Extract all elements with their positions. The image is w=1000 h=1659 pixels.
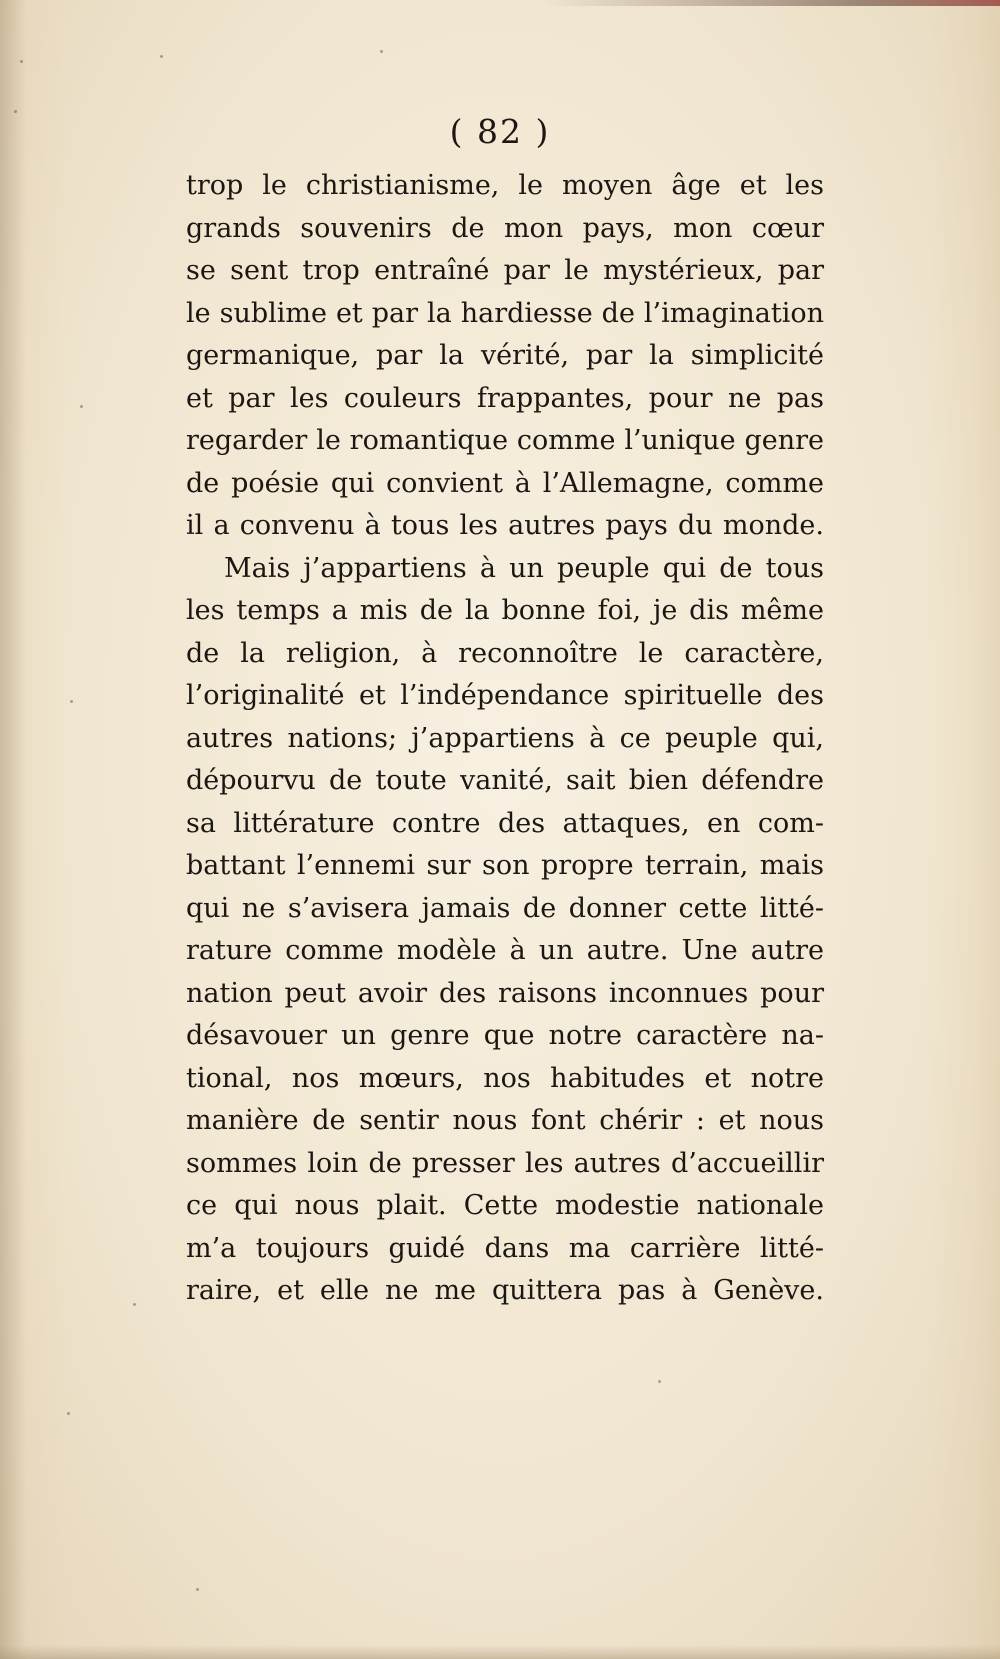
text-line: l’originalité et l’indépendance spirituelle des	[186, 680, 824, 711]
text-line: nation peut avoir des raisons inconnues pour	[186, 977, 824, 1009]
paper-speck	[70, 700, 73, 703]
text-line: germanique, par la vérité, par la simplicité	[186, 340, 824, 371]
paper-speck	[380, 50, 383, 53]
text-line: tional, nos mœurs, nos habitudes et notre	[186, 1062, 824, 1094]
text-line: raire, et elle ne me quittera pas à Genève.	[186, 1275, 824, 1306]
text-line: autres nations; j’appartiens à ce peuple qui,	[186, 722, 824, 754]
text-line: sommes loin de presser les autres d’accueillir	[186, 1147, 824, 1179]
paper-speck	[67, 1412, 70, 1415]
text-line: m’a toujours guidé dans ma carrière litté-	[186, 1232, 824, 1264]
text-line: dépourvu de toute vanité, sait bien défendre	[186, 765, 824, 796]
text-line: sa littérature contre des attaques, en com-	[186, 807, 824, 839]
paper-speck	[160, 55, 163, 58]
text-line: manière de sentir nous font chérir : et nous	[186, 1105, 824, 1136]
text-line: trop le christianisme, le moyen âge et les	[186, 170, 824, 201]
paper-speck	[196, 1588, 199, 1591]
text-line: ce qui nous plait. Cette modestie nationale	[186, 1190, 824, 1221]
text-line: qui ne s’avisera jamais de donner cette litté-	[186, 892, 824, 924]
text-line: les temps a mis de la bonne foi, je dis même	[186, 595, 824, 626]
paragraph-start-line: Mais j’appartiens à un peuple qui de tous	[224, 552, 824, 584]
text-line: battant l’ennemi sur son propre terrain, mais	[186, 850, 824, 881]
text-line: et par les couleurs frappantes, pour ne pas	[186, 382, 824, 414]
text-line: se sent trop entraîné par le mystérieux, par	[186, 255, 824, 286]
text-line: désavouer un genre que notre caractère na-	[186, 1020, 824, 1051]
text-line: de poésie qui convient à l’Allemagne, comme	[186, 467, 824, 499]
page-number: ( 82 )	[449, 112, 551, 151]
paper-speck	[658, 1380, 661, 1383]
text-line: rature comme modèle à un autre. Une autre	[186, 935, 824, 966]
body-text	[186, 165, 824, 1313]
paper-speck	[133, 1303, 136, 1306]
text-line: le sublime et par la hardiesse de l’imagination	[186, 297, 824, 329]
page-top-edge-stain	[540, 0, 1000, 6]
text-line: grands souvenirs de mon pays, mon cœur	[186, 212, 824, 244]
paper-speck	[80, 405, 83, 408]
text-line: il a convenu à tous les autres pays du monde.	[186, 510, 824, 541]
paper-speck	[20, 60, 23, 63]
page-left-edge-shadow	[0, 0, 26, 1659]
text-line: de la religion, à reconnoître le caractère,	[186, 637, 824, 669]
page-bottom-edge-shadow	[0, 1645, 1000, 1659]
text-line: regarder le romantique comme l’unique genre	[186, 425, 824, 456]
